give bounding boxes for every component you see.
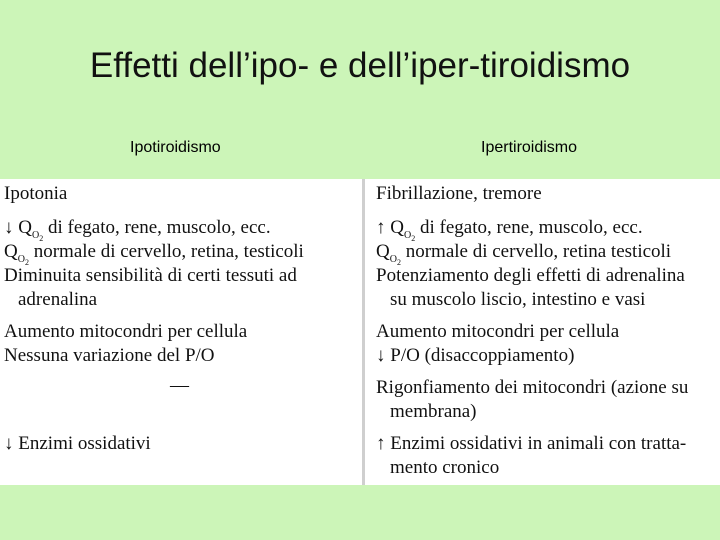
list-item: adrenalina [18, 289, 98, 310]
list-item: ↓ Enzimi ossidativi [4, 433, 151, 454]
column-header-hyperthyroidism: Ipertiroidismo [481, 139, 578, 156]
list-item: Potenziamento degli effetti di adrenalina [376, 265, 685, 286]
list-item: membrana) [390, 401, 477, 422]
list-item: Nessuna variazione del P/O [4, 345, 215, 366]
list-item: ↑ Enzimi ossidativi in animali con tratta- [376, 433, 687, 454]
list-item: Aumento mitocondri per cellula [4, 321, 248, 342]
list-item: ↓ P/O (disaccoppiamento) [376, 345, 575, 366]
list-item: Diminuita sensibilità di certi tessuti ad [4, 265, 297, 286]
list-item: Rigonfiamento dei mitocondri (azione su [376, 377, 689, 398]
column-header-hypothyroidism: Ipotiroidismo [130, 139, 221, 156]
hypothyroidism-panel [0, 179, 362, 485]
list-item: Ipotonia [4, 183, 68, 204]
list-item: mento cronico [390, 457, 500, 478]
list-item: ↑ $Q_{O_2}$ di fegato, rene, muscolo, ecc. [376, 217, 643, 243]
dash-placeholder: — [170, 375, 189, 396]
list-item: $Q_{O_2}$ normale di cervello, retina, testicoli [4, 241, 304, 267]
qo2-label: ↓ Q [4, 217, 32, 238]
page-title: Effetti dell’ipo- e dell’iper-tiroidismo [89, 46, 631, 85]
list-item: Aumento mitocondri per cellula [376, 321, 620, 342]
list-item: $Q_{O_2}$ normale di cervello, retina testicoli [376, 241, 672, 267]
hyperthyroidism-panel [362, 179, 720, 485]
list-item: Fibrillazione, tremore [376, 183, 542, 204]
list-item: su muscolo liscio, intestino e vasi [390, 289, 646, 310]
list-item: ↓ $Q_{O_2}$ di fegato, rene, muscolo, ecc. [4, 217, 271, 243]
